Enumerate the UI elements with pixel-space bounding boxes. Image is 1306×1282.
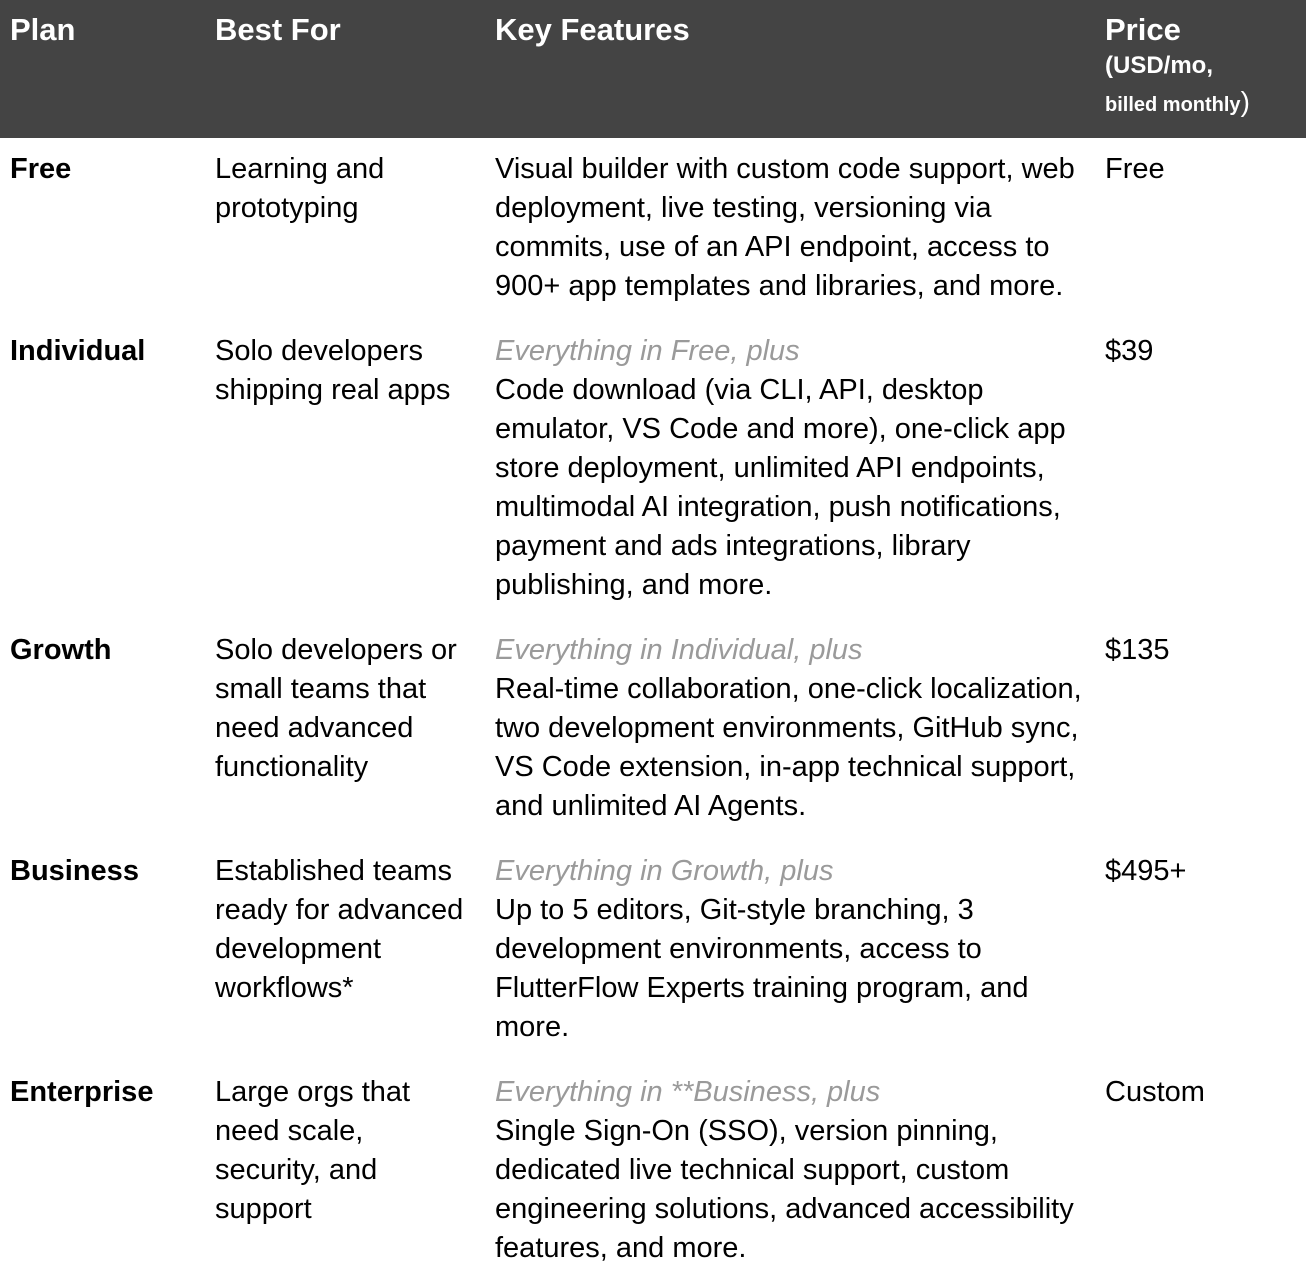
table-row: [0, 320, 1306, 619]
key-features: [485, 1061, 1095, 1282]
best-for: Solo developers or small teams that need advanced functionality: [215, 634, 457, 783]
features-lead: Everything in Growth, plus: [495, 855, 834, 887]
features-text: Single Sign-On (SSO), version pinning, dedicated live technical support, custom engineering solutions, advanced accessibility features, and more.: [495, 1115, 1074, 1264]
table-body: [0, 138, 1306, 1282]
features-lead: Everything in **Business, plus: [495, 1076, 881, 1108]
header-price-sub-2: billed monthly: [1105, 94, 1241, 116]
price: Custom: [1105, 1076, 1205, 1108]
table-header: [0, 0, 1306, 138]
plan-name: Free: [10, 153, 72, 185]
table-row: [0, 1061, 1306, 1282]
price: $39: [1105, 335, 1154, 367]
plan-name: Business: [10, 855, 139, 887]
table-row: [0, 840, 1306, 1061]
table-row: [0, 619, 1306, 840]
features-text: Code download (via CLI, API, desktop emulator, VS Code and more), one-click app store deployment, unlimited API endpoints, multimodal AI integration, push notifications, payment and ads integrations, library publishing, and more.: [495, 374, 1066, 601]
header-price-subtitle: [1105, 48, 1296, 123]
features-text: Up to 5 editors, Git-style branching, 3 development environments, access to FlutterFlow Experts training program, and more.: [495, 894, 1029, 1043]
best-for: Learning and prototyping: [215, 153, 385, 224]
best-for: Solo developers shipping real apps: [215, 335, 451, 406]
plan-name: Individual: [10, 335, 146, 367]
header-plan: Plan: [0, 0, 205, 138]
price: $135: [1105, 634, 1170, 666]
header-price-label: Price: [1105, 12, 1181, 47]
header-row: [0, 0, 1306, 138]
header-price-sub-3: ): [1240, 86, 1250, 117]
plan-name: Growth: [10, 634, 112, 666]
best-for: Large orgs that need scale, security, and support: [215, 1076, 411, 1225]
key-features: [485, 138, 1095, 320]
best-for: Established teams ready for advanced development workflows*: [215, 855, 464, 1004]
price: Free: [1105, 153, 1165, 185]
key-features: [485, 619, 1095, 840]
plan-name: Enterprise: [10, 1076, 154, 1108]
price: $495+: [1105, 855, 1187, 887]
header-best-for: Best For: [205, 0, 485, 138]
header-key-features: Key Features: [485, 0, 1095, 138]
header-price-sub-1: (USD/mo,: [1105, 52, 1213, 79]
features-text: Real-time collaboration, one-click localization, two development environments, GitHub sync, VS Code extension, in-app technical support, and unlimited AI Agents.: [495, 673, 1082, 822]
features-lead: Everything in Free, plus: [495, 335, 800, 367]
key-features: [485, 320, 1095, 619]
features-text: Visual builder with custom code support, web deployment, live testing, versioning via commits, use of an API endpoint, access to 900+ app templates and libraries, and more.: [495, 153, 1075, 302]
features-lead: Everything in Individual, plus: [495, 634, 863, 666]
key-features: [485, 840, 1095, 1061]
table-row: [0, 138, 1306, 320]
header-price: [1095, 0, 1306, 138]
